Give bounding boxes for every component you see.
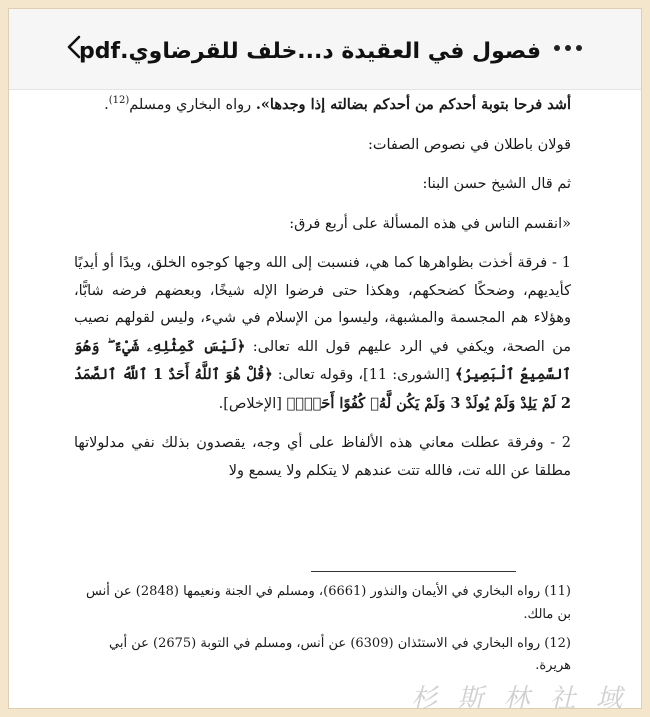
hadith-source: رواه البخاري ومسلم bbox=[129, 97, 256, 113]
page-content bbox=[74, 91, 571, 486]
section-heading: قولان باطلان في نصوص الصفات: bbox=[367, 136, 571, 153]
verse-ref-2: [الإخلاص]. bbox=[218, 395, 287, 412]
paragraph-quote-intro: ثم قال الشيخ حسن البنا: bbox=[422, 176, 571, 193]
footnote-ref-12[interactable]: (12) bbox=[108, 95, 130, 107]
quran-verse-2: ﴿قُلْ هُوَ ٱللَّهُ أَحَدٌ 1 ٱللَّهُ ٱلصَّمَدُ 2 لَمْ يَلِدْ وَلَمْ يُولَدْ 3 وَلَمْ يَكُن لَّهُۥ كُفُوًا أَحَدٌۢ﴾ bbox=[74, 366, 571, 412]
footnote-11: (11) رواه البخاري في الأيمان والنذور (6661)، ومسلم في الجنة ونعيمها (2848) عن أنس بن مالك. bbox=[86, 584, 571, 622]
paragraph-groups-intro: «انقسم الناس في هذه المسألة على أربع فرق: bbox=[289, 215, 571, 232]
paragraph-group-2: 2 - وفرقة عطلت معاني هذه الألفاظ على أي وجه، يقصدون بذلك نفي مدلولاتها مطلقا عن الله تت، فالله تتت عندهم لا يتكلم ولا يسمع ولا bbox=[74, 435, 571, 480]
footnote-divider bbox=[311, 571, 516, 572]
more-dot bbox=[576, 45, 582, 51]
viewer-header bbox=[9, 9, 641, 90]
group-1-text: 1 - فرقة أخذت بظواهرها كما هي، فنسبت إلى الله وجها كوجوه الخلق، ويدًا أو أيديًا كأيديهم، وضحكًا كضحكهم، وهكذا حتى فرضوا الإله شيخًا، وبعضهم فرضه شابًّا، وهؤلاء هم المجسمة والمشبهة، وليسوا من الإسلام في شيء، وليس لقولهم نصيب من الصحة، ويكفي في الرد عليهم قول الله تعالى: bbox=[74, 255, 571, 355]
verse-ref-1: [الشورى: 11] bbox=[363, 367, 456, 384]
pdf-viewer-window bbox=[8, 8, 642, 709]
document-title: فصول في العقيدة د...خلف للقرضاوي.pdf bbox=[79, 39, 541, 64]
footnotes bbox=[74, 581, 571, 684]
paragraph-group-1 bbox=[74, 250, 571, 418]
group-1-mid: ، وقوله تعالى: bbox=[272, 367, 364, 384]
more-options-button[interactable] bbox=[554, 33, 582, 63]
watermark: 杉 斯 林 社 域 bbox=[410, 684, 628, 714]
quran-verse-1: ﴿لَيْسَ كَمِثْلِهِۦ شَيْءٌ ۖ وَهُوَ ٱلسَّمِيعُ ٱلْبَصِيرُ﴾ bbox=[74, 337, 571, 384]
hadith-text: أشد فرحا بتوبة أحدكم من أحدكم بضالته إذا وجدها». bbox=[255, 96, 571, 113]
period: . bbox=[104, 97, 109, 113]
more-dot bbox=[554, 45, 560, 51]
paragraph-hadith bbox=[74, 91, 571, 120]
more-dot bbox=[565, 45, 571, 51]
footnote-12: (12) رواه البخاري في الاستئذان (6309) عن أنس، ومسلم في التوبة (2675) عن أبي هريرة. bbox=[109, 635, 571, 674]
